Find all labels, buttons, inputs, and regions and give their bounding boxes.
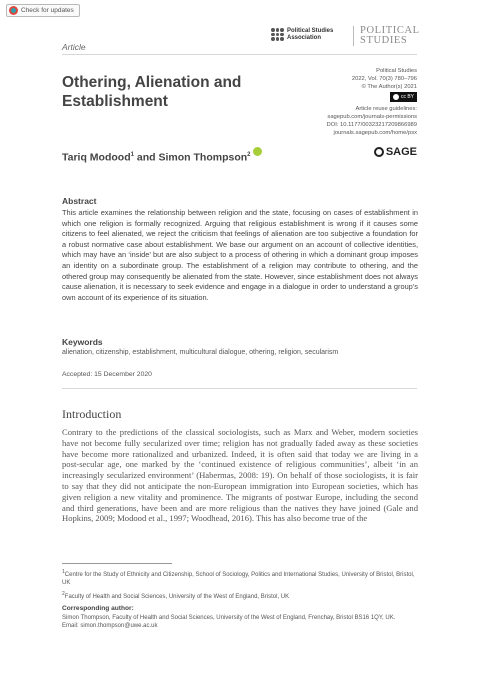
sage-circle-icon <box>374 147 384 157</box>
abstract-text: This article examines the relationship between religion and the state, focusing on cases of establishment in which one religion is formally recognized. Arguing that religious establishment is wrong if it causes some citizens to feel alienated, we reject the criticism that feelings of alienation are too subjective a foundation for a robust normative case about establishment. We base our argument on an account of collective identities, which may have an ‘inside’ but are also subject to a process of othering in which a dominant group imposes an identity on a subordinate group. The establishment of a religion may contribute to othering, and the othered group may consequently be alienated from the state. However, since establishment does not always cause alienation, it is necessary to seek evidence and engage in a dialogue in order to understand a group’s own account of its experience of its situation. <box>62 208 418 302</box>
corresponding-email[interactable]: Email: simon.thompson@uwe.ac.uk <box>62 623 158 629</box>
accepted-date: Accepted: 15 December 2020 <box>62 371 152 378</box>
check-for-updates-button[interactable] <box>6 4 80 17</box>
introduction-heading: Introduction <box>62 407 122 421</box>
affiliation-marker: 1 <box>130 152 134 158</box>
section-divider <box>62 388 417 389</box>
journal-link[interactable]: journals.sagepub.com/home/psx <box>333 130 417 136</box>
keywords-text: alienation, citizenship, establishment, multicultural dialogue, othering, religion, secularism <box>62 349 339 356</box>
journal-logo-line2: STUDIES <box>360 35 408 46</box>
cc-icon <box>393 94 399 100</box>
reuse-link[interactable]: sagepub.com/journals-permissions <box>327 114 417 120</box>
footnote-divider <box>62 563 172 564</box>
citation: 2022, Vol. 70(3) 780–796 <box>351 76 417 82</box>
psa-logo-line2: Association <box>287 34 322 41</box>
psa-logo-line1: Political Studies <box>287 28 334 34</box>
affiliation-marker: 2 <box>247 152 251 158</box>
psa-dots-icon <box>271 28 284 41</box>
header-divider <box>62 54 417 55</box>
affiliations <box>62 568 422 604</box>
crossmark-icon <box>9 6 18 15</box>
cc-license-badge[interactable] <box>390 92 417 102</box>
abstract-heading: Abstract <box>62 196 97 206</box>
cc-label: cc BY <box>400 94 414 100</box>
journal-meta <box>327 67 417 137</box>
title-line: Establishment <box>62 93 168 110</box>
author-name[interactable]: Simon Thompson <box>158 151 248 164</box>
introduction-text: Contrary to the predictions of the classical sociologists, such as Marx and Weber, modern societies have not become fully secularized over time; religion has not gradually faded away as these societies have become more rationalized and urbanized. Indeed, it is often said that today we are living in a post-secular age, one marked by the ‘continued existence of religious communities’, albeit ‘in an increasingly secularized environment’ (Habermas, 2008: 19). On behalf of those sociologists, it is fair to say that they did not anticipate the non-European immigration into European societies, which has given religion a new vitality and prominence. The migrants of postwar Europe, including the second and third generations, have been and are more religious than the natives they have joined (Gale and Hopkins, 2009; Modood et al., 1997; Woodhead, 2016). This has also become true of the <box>62 427 418 524</box>
title-line: Othering, Alienation and <box>62 74 242 91</box>
author-conjunction: and <box>133 151 159 164</box>
affiliation: $^2$Faculty of Health and Social Sciences, University of the West of England, Bristol, UK <box>62 591 290 600</box>
orcid-icon[interactable] <box>253 147 262 156</box>
sage-label: SAGE <box>385 146 417 158</box>
affiliation: $^1$Centre for the Study of Ethnicity and Citizenship, School of Sociology, Politics and International Studies, University of Bristol, Bristol, UK <box>62 569 415 586</box>
keywords-heading: Keywords <box>62 337 103 347</box>
journal-name: Political Studies <box>376 68 417 74</box>
corresponding-author-heading: Corresponding author: <box>62 605 134 612</box>
author-list <box>62 147 262 164</box>
reuse-label: Article reuse guidelines: <box>355 106 417 112</box>
sage-logo <box>374 146 417 158</box>
corresponding-author <box>62 614 422 630</box>
doi-link[interactable]: DOI: 10.1177/00323217209866989 <box>326 122 417 128</box>
corresponding-address: Simon Thompson, Faculty of Health and Social Sciences, University of the West of England, Frenchay, Bristol BS16 1QY, UK. <box>62 615 396 621</box>
journal-logo <box>353 26 420 46</box>
article-type: Article <box>62 42 86 52</box>
article-title <box>62 73 241 111</box>
author-name[interactable]: Tariq Modood <box>62 151 131 164</box>
journal-logo-line1: POLITICAL <box>360 25 420 36</box>
copyright: © The Author(s) 2021 <box>361 84 417 90</box>
publisher-logo <box>271 28 333 41</box>
check-for-updates-label: Check for updates <box>21 7 74 14</box>
